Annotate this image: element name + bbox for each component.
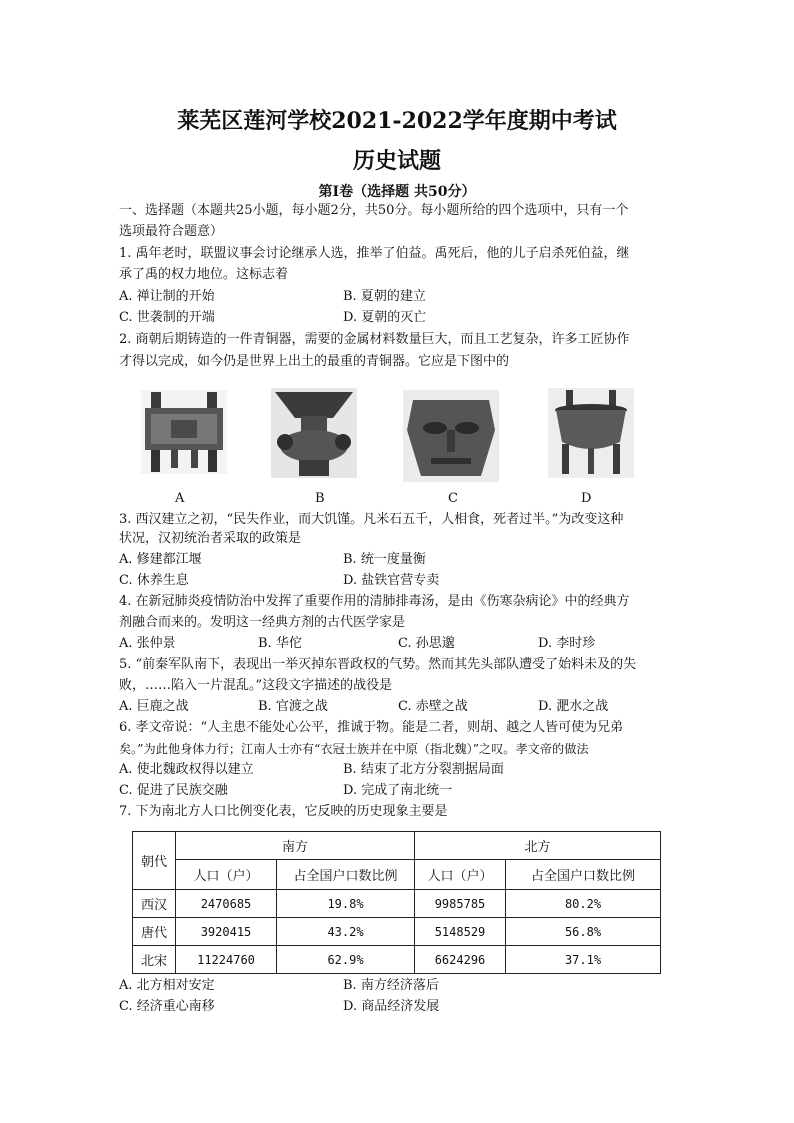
q1-option-c[interactable]: C. 世袭制的开端 [119, 310, 215, 325]
cell-north-pop: 9985785 [415, 890, 506, 918]
q6-stem-line2: 矣。”为此他身体力行；江南人士亦有“衣冠士族并在中原（指北魏）”之叹。孝文帝的做法 [119, 742, 589, 756]
q3-stem-line1: 3. 西汉建立之初，“民失作业，而大饥馑。凡米石五千，人相食，死者过半。”为改变这种 [119, 512, 624, 527]
header-north-pop: 人口（户） [415, 860, 506, 890]
subject-title: 历史试题 [352, 148, 441, 174]
q4-stem-line2: 剂融合而来的。发明这一经典方剂的古代医学家是 [119, 615, 406, 630]
cell-north-ratio: 56.8% [506, 918, 661, 946]
instructions-line1: 一、选择题（本题共25小题，每小题2分，共50分。每小题所给的四个选项中，只有一个 [119, 203, 629, 218]
q6-stem-line1: 6. 孝文帝说：“人主患不能处心公平，推诚于物。能是二者，则胡、越之人皆可使为兄弟 [119, 720, 624, 735]
q2-stem-line1: 2. 商朝后期铸造的一件青铜器，需要的金属材料数量巨大，而且工艺复杂，许多工匠协作 [119, 332, 630, 347]
q6-option-d[interactable]: D. 完成了南北统一 [343, 783, 453, 798]
cell-south-pop: 2470685 [176, 890, 277, 918]
q6-option-a[interactable]: A. 使北魏政权得以建立 [119, 762, 254, 777]
q1-option-b[interactable]: B. 夏朝的建立 [343, 289, 426, 304]
q4-option-d[interactable]: D. 李时珍 [538, 636, 596, 651]
q4-option-a[interactable]: A. 张仲景 [119, 636, 176, 651]
q1-stem-line2: 承了禹的权力地位。这标志着 [119, 267, 289, 282]
image-label-c: C [448, 491, 458, 506]
q6-option-b[interactable]: B. 结束了北方分裂割据局面 [343, 762, 504, 777]
section-title: 第Ⅰ卷（选择题 共50分） [318, 184, 476, 200]
q2-stem-line2: 才得以完成，如今仍是世界上出土的最重的青铜器。它应是下图中的 [119, 354, 510, 369]
cell-south-pop: 11224760 [176, 946, 277, 974]
q1-stem-line1: 1. 禹年老时，联盟议事会讨论继承人选，推举了伯益。禹死后，他的儿子启杀死伯益，继 [119, 246, 630, 261]
q3-stem-line2: 状况，汉初统治者采取的政策是 [119, 531, 302, 546]
header-dynasty: 朝代 [133, 832, 176, 890]
header-north-ratio: 占全国户口数比例 [506, 860, 661, 890]
q7-option-c[interactable]: C. 经济重心南移 [119, 999, 215, 1014]
q1-option-d[interactable]: D. 夏朝的灭亡 [343, 310, 427, 325]
cell-north-ratio: 37.1% [506, 946, 661, 974]
q5-option-c[interactable]: C. 赤壁之战 [398, 699, 468, 714]
population-table [132, 831, 661, 974]
cell-dynasty: 唐代 [133, 918, 176, 946]
q5-option-b[interactable]: B. 官渡之战 [258, 699, 328, 714]
image-label-d: D [581, 491, 592, 506]
cell-north-pop: 6624296 [415, 946, 506, 974]
cell-dynasty: 西汉 [133, 890, 176, 918]
cell-south-ratio: 43.2% [277, 918, 415, 946]
q5-option-d[interactable]: D. 淝水之战 [538, 699, 609, 714]
cell-dynasty: 北宋 [133, 946, 176, 974]
image-label-a: A [175, 491, 185, 506]
instructions-line2: 选项最符合题意） [119, 224, 224, 239]
table-row [133, 918, 661, 946]
q5-stem-line1: 5. “前秦军队南下，表现出一举灭掉东晋政权的气势。然而其先头部队遭受了始料未及的失 [119, 657, 637, 672]
q7-option-a[interactable]: A. 北方相对安定 [119, 978, 215, 993]
q5-option-a[interactable]: A. 巨鹿之战 [119, 699, 189, 714]
header-north: 北方 [415, 832, 661, 860]
q7-option-b[interactable]: B. 南方经济落后 [343, 978, 439, 993]
q5-stem-line2: 败，……陷入一片混乱。”这段文字描述的战役是 [119, 678, 393, 693]
table-row [133, 946, 661, 974]
cell-north-ratio: 80.2% [506, 890, 661, 918]
cell-south-ratio: 62.9% [277, 946, 415, 974]
q3-option-d[interactable]: D. 盐铁官营专卖 [343, 573, 440, 588]
exam-title: 莱芜区莲河学校2021-2022学年度期中考试 [177, 108, 617, 134]
cell-north-pop: 5148529 [415, 918, 506, 946]
bronze-zun-image[interactable] [271, 388, 357, 478]
q4-option-b[interactable]: B. 华佗 [258, 636, 302, 651]
q7-stem-line1: 7. 下为南北方人口比例变化表，它反映的历史现象主要是 [119, 804, 448, 819]
bronze-ding-square-image[interactable] [141, 390, 227, 474]
bronze-mask-image[interactable] [403, 390, 499, 482]
header-south-ratio: 占全国户口数比例 [277, 860, 415, 890]
q3-option-b[interactable]: B. 统一度量衡 [343, 552, 426, 567]
q7-option-d[interactable]: D. 商品经济发展 [343, 999, 440, 1014]
image-label-b: B [315, 491, 325, 506]
cell-south-pop: 3920415 [176, 918, 277, 946]
bronze-ding-round-image[interactable] [548, 388, 634, 478]
q4-option-c[interactable]: C. 孙思邈 [398, 636, 455, 651]
q1-option-a[interactable]: A. 禅让制的开始 [119, 289, 215, 304]
q4-stem-line1: 4. 在新冠肺炎疫情防治中发挥了重要作用的清肺排毒汤，是由《伤寒杂病论》中的经典方 [119, 594, 630, 609]
q6-option-c[interactable]: C. 促进了民族交融 [119, 783, 228, 798]
cell-south-ratio: 19.8% [277, 890, 415, 918]
q3-option-c[interactable]: C. 休养生息 [119, 573, 189, 588]
table-row [133, 890, 661, 918]
q3-option-a[interactable]: A. 修建都江堰 [119, 552, 202, 567]
header-south: 南方 [176, 832, 415, 860]
header-south-pop: 人口（户） [176, 860, 277, 890]
